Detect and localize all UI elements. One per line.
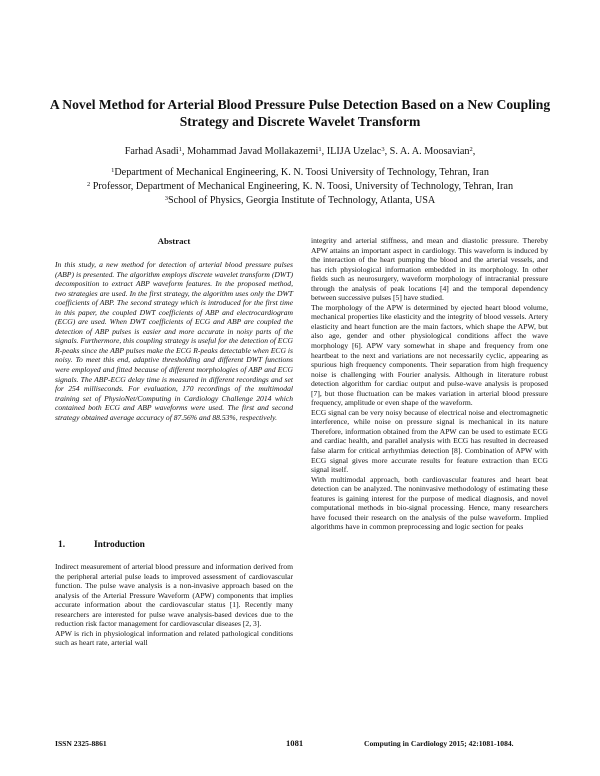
affiliation — [10, 194, 590, 208]
section-title: Introduction — [94, 540, 145, 550]
author-affil-mark: 3 — [381, 146, 385, 153]
author-name: ILIJA Uzelac — [326, 146, 382, 157]
introduction-left-column — [55, 562, 293, 648]
affiliation-mark: 2 — [86, 181, 91, 188]
affiliation — [10, 180, 590, 194]
paper-title: A Novel Method for Arterial Blood Pressure Pulse Detection Based on a New Coupling Strategy and Discrete Wavelet Transform — [49, 97, 551, 129]
affiliation-text: Department of Mechanical Engineering, K. N. Toosi University of Technology, Tehran, Iran — [114, 167, 489, 178]
body-paragraph: APW is rich in physiological information and related pathological conditions such as heart rate, arterial wall — [55, 628, 293, 648]
author-name: Farhad Asadi — [124, 146, 179, 157]
body-paragraph: ECG signal can be very noisy because of electrical noise and electromagnetic interference, while noise on pressure signal is mechanical in its nature Therefore, information obtained from the APW can be used to estimate ECG and cardiac health, and parallel analysis with ECG has resulted in decreased false alarm for critical arrhythmias detection [8]. Combination of APW with ECG signal gives more accurate results for feature extraction than ECG signal itself. — [311, 407, 548, 475]
body-paragraph: integrity and arterial stiffness, and mean and diastolic pressure. Thereby APW attains an important aspect in cardiology. This waveform is induced by the interaction of the heart pumping the blood and the arterial vessels, and has rich physiological information embedded in its morphology. In other fields such as neurosurgery, waveform morphology of intracranial pressure through the analysis of peak locations [4] and the temporal dependency between successive pulses [5] have studied. — [311, 236, 548, 303]
body-paragraph: The morphology of the APW is determined by ejected heart blood volume, mechanical properties like elasticity and the integrity of blood vessels. Artery elasticity and heart function are the main factors, which shape the APW, but also age, gender and other physiological conditions affect the wave morphology [6]. APW vary somewhat in shape and frequency from one heartbeat to the next and variations are not necessarily cyclic, appearing as spurious high frequency components. Their separation from high frequency noise is challenging with Fourier analysis. Although in literature robust detection algorithm for cardiac output and pulse-wave analysis is proposed [7], but those fluctuation can be makes variation in arterial blood pressure frequency, amplitude or even shape of the waveform. — [311, 302, 548, 408]
body-paragraph: With multimodal approach, both cardiovascular features and heart beat detection can be analyzed. The noninvasive methodology of estimating these features is gaining interest for the purpose of medical diagnosis, and novel computational methods in bio-signal processing. Hence, many researchers have focused their research on the analysis of the pulse waveform. Implied algorithms have in common preprocessing and logic section for peaks — [311, 474, 548, 532]
body-paragraph: Indirect measurement of arterial blood pressure and information derived from the peripheral arterial pulse leads to improved assessment of cardiovascular function. The pulse wave analysis is a non-invasive approach based on the analysis of the Arterial Pressure Waveform (APW) components that implies accurate information about the cardiovascular status [1]. Recently many researchers are interested for pulse wave analysis-based devices due to the reduction risk factor management for cardiovascular diseases [2, 3]. — [55, 562, 293, 629]
affiliation-list — [10, 166, 590, 208]
footer-citation: Computing in Cardiology 2015; 42:1081-1084. — [364, 739, 514, 748]
author-affil-mark: 2 — [469, 146, 473, 153]
section-heading-introduction — [58, 540, 145, 550]
author-name: S. A. A. Moosavian — [389, 146, 470, 157]
abstract-heading: Abstract — [157, 236, 191, 246]
affiliation — [10, 166, 590, 180]
footer-issn: ISSN 2325-8861 — [55, 739, 107, 748]
author-affil-mark: 1 — [178, 146, 183, 153]
section-number: 1. — [58, 540, 66, 550]
affiliation-text: School of Physics, Georgia Institute of Technology, Atlanta, USA — [167, 195, 436, 206]
author-affil-mark: 1 — [318, 146, 322, 153]
affiliation-mark: 3 — [164, 195, 168, 202]
affiliation-text: Professor, Department of Mechanical Engineering, K. N. Toosi, University of Technology, Tehran, Iran — [90, 181, 514, 192]
footer-page-number: 1081 — [286, 738, 304, 748]
abstract-body: In this study, a new method for detection of arterial blood pressure pulses (ABP) is presented. The algorithm employs discrete wavelet transform (DWT) decomposition to extract ABP waveform features. In the proposed method, two strategies are used. In the first strategy, the algorithm uses only the DWT coefficients of ABP. The second strategy which is introduced for the first time in this paper, the coupled DWT coefficients of ABP and electrocardiogram (ECG) are used. When DWT coefficients of ECG and ABP are coupled the detection of ABP pulses is easier and more accurate in noisy parts of the signals. Furthermore, this coupling strategy is useful for the detection of ECG R-peaks since the ABP pulses make the ECG R-peaks detectable when ECG is noisy. To meet this end, adaptive thresholding and different DWT functions were employed and fitted because of different morphologies of ABP and ECG signals. The ABP-ECG delay time is measured in different recordings and set for 254 milliseconds. For evaluation, 170 recordings of the multimodal training set of PhysioNet/Computing in Cardiology Challenge 2014 which contained both ECG and ABP waveforms were used. The first and second strategy obtained average accuracy of 87.56% and 88.53%, respectively. — [55, 260, 293, 422]
affiliation-mark: 1 — [111, 167, 115, 174]
author-name: Mohammad Javad Mollakazemi — [187, 146, 319, 157]
author-list: Farhad Asadi$^1$, Mohammad Javad Mollakazemi$^1$, ILIJA Uzelac$^3$, S. A. A. Moosavian$^2$, — [124, 146, 476, 157]
right-column — [311, 236, 548, 532]
